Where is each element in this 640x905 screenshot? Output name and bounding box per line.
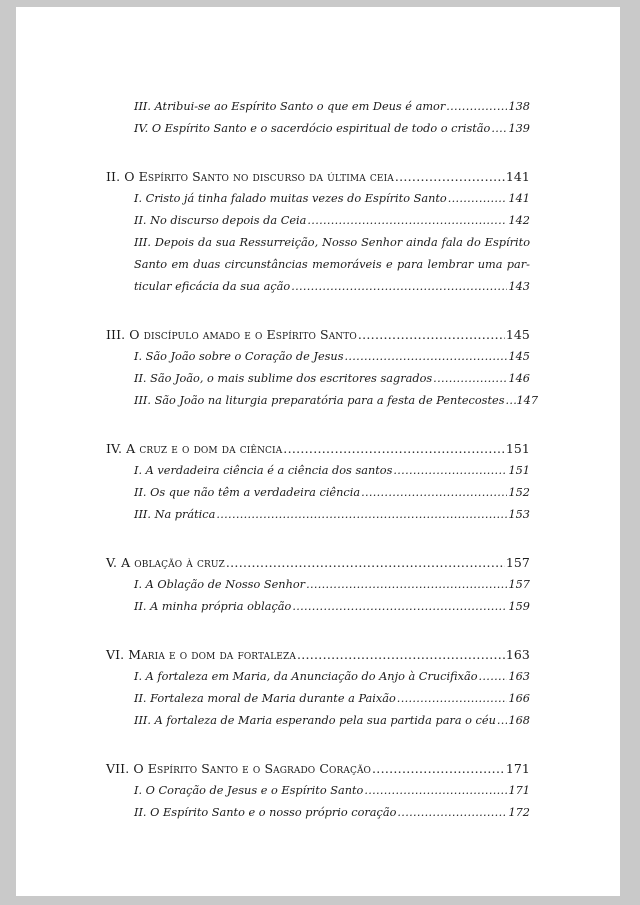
toc-item-label: II. Fortaleza moral de Maria durante a Paixão xyxy=(134,692,396,705)
toc-item-page: 166 xyxy=(508,692,530,705)
toc-item-page: 143 xyxy=(508,280,530,293)
toc-item-label: II. São João, o mais sublime dos escritores sagrados xyxy=(134,372,433,385)
toc-heading[interactable] xyxy=(106,324,530,346)
toc-item[interactable] xyxy=(106,780,530,802)
toc-heading-label: VI. Maria e o dom da fortaleza xyxy=(106,647,296,662)
toc-heading-page: 171 xyxy=(505,761,530,776)
toc-item-label: I. A Oblação de Nosso Senhor xyxy=(134,578,306,591)
dot-leader xyxy=(216,504,507,526)
dot-leader xyxy=(497,710,508,732)
toc-item[interactable] xyxy=(106,504,530,526)
dot-leader xyxy=(307,210,507,232)
toc-item-label: I. Cristo já tinha falado muitas vezes do Espírito Santo xyxy=(134,192,447,205)
toc-heading-label: IV. A cruz e o dom da ciência xyxy=(106,441,283,456)
toc-item-page: 142 xyxy=(508,214,530,227)
toc-section xyxy=(106,758,530,824)
toc-item[interactable] xyxy=(106,188,530,210)
book-page xyxy=(16,7,620,896)
toc-item[interactable] xyxy=(106,574,530,596)
toc-item-page: 157 xyxy=(508,578,530,591)
toc-continuation xyxy=(106,96,530,140)
toc-item-label: III. A fortaleza de Maria esperando pela sua partida para o céu xyxy=(134,714,496,727)
dot-leader xyxy=(491,118,507,140)
toc-item-label: II. A minha própria oblação xyxy=(134,600,292,613)
toc-heading-page: 145 xyxy=(505,327,530,342)
toc-item[interactable] xyxy=(106,666,530,688)
dot-leader xyxy=(297,644,505,666)
toc-item-page: 141 xyxy=(508,192,530,205)
toc-heading-page: 141 xyxy=(505,169,530,184)
toc-section xyxy=(106,324,539,412)
toc-item-label: III. Na prática xyxy=(134,508,216,521)
toc-item-page: 168 xyxy=(508,714,530,727)
toc-item[interactable] xyxy=(106,482,530,504)
toc-item-label: II. Os que não têm a verdadeira ciência xyxy=(134,486,361,499)
dot-leader xyxy=(345,346,508,368)
toc-item[interactable] xyxy=(106,390,539,412)
toc-item-page: 159 xyxy=(508,600,530,613)
toc-item-label: I. A fortaleza em Maria, da Anunciação do Anjo à Crucifixão xyxy=(134,670,478,683)
toc-heading[interactable] xyxy=(106,166,530,188)
dot-leader xyxy=(364,780,507,802)
toc-item-label: I. São João sobre o Coração de Jesus xyxy=(134,350,344,363)
toc-heading[interactable] xyxy=(106,438,530,460)
toc-item[interactable] xyxy=(106,368,530,390)
dot-leader xyxy=(283,438,505,460)
toc-heading-label: V. A oblação à cruz xyxy=(106,555,225,570)
toc-heading-label: VII. O Espírito Santo e o Sagrado Coração xyxy=(106,761,372,776)
toc-item-page: 147 xyxy=(516,394,539,407)
toc-item[interactable] xyxy=(106,210,530,232)
toc-item-page: 139 xyxy=(508,122,530,135)
toc-item[interactable] xyxy=(106,346,530,368)
toc-item-line: ticular eficácia da sua ação xyxy=(134,280,291,293)
toc-item-page: 172 xyxy=(508,806,530,819)
toc-item-label: II. No discurso depois da Ceia xyxy=(134,214,307,227)
dot-leader xyxy=(358,324,505,346)
dot-leader xyxy=(306,574,507,596)
toc-heading-page: 157 xyxy=(505,555,530,570)
toc-item-label: IV. O Espírito Santo e o sacerdócio espiritual de todo o cristão xyxy=(134,122,491,135)
toc-item-line: Santo em duas circunstâncias memoráveis e para lembrar uma par- xyxy=(134,258,530,271)
toc-heading-page: 163 xyxy=(505,647,530,662)
toc-item[interactable] xyxy=(106,710,530,732)
toc-section xyxy=(106,552,530,618)
toc-heading-label: II. O Espírito Santo no discurso da última ceia xyxy=(106,169,394,184)
dot-leader xyxy=(448,188,508,210)
toc-item-last-line xyxy=(134,276,530,298)
toc-item-page: 145 xyxy=(508,350,530,363)
toc-item[interactable] xyxy=(106,96,530,118)
toc-section xyxy=(106,166,530,298)
dot-leader xyxy=(506,390,516,412)
toc-item-label: I. O Coração de Jesus e o Espírito Santo xyxy=(134,784,364,797)
toc-heading-page: 151 xyxy=(505,441,530,456)
toc-item-page: 171 xyxy=(508,784,530,797)
dot-leader xyxy=(361,482,507,504)
toc-item[interactable] xyxy=(106,802,530,824)
dot-leader xyxy=(433,368,507,390)
dot-leader xyxy=(372,758,505,780)
dot-leader xyxy=(479,666,508,688)
toc-item[interactable] xyxy=(106,596,530,618)
toc-item-page: 146 xyxy=(508,372,530,385)
toc-item-multiline[interactable] xyxy=(106,232,530,298)
toc-item-label: III. São João na liturgia preparatória para a festa de Pentecostes xyxy=(134,394,505,407)
dot-leader xyxy=(397,688,508,710)
toc-section xyxy=(106,644,530,732)
dot-leader xyxy=(226,552,505,574)
toc-heading[interactable] xyxy=(106,644,530,666)
dot-leader xyxy=(446,96,507,118)
toc-item-label: II. O Espírito Santo e o nosso próprio coração xyxy=(134,806,397,819)
toc-item-label: III. Atribui-se ao Espírito Santo o que em Deus é amor xyxy=(134,100,446,113)
dot-leader xyxy=(292,596,507,618)
toc-item-label: I. A verdadeira ciência é a ciência dos santos xyxy=(134,464,393,477)
toc-item-line: III. Depois da sua Ressurreição, Nosso Senhor ainda fala do Espírito xyxy=(134,236,530,249)
dot-leader xyxy=(291,276,507,298)
toc-heading-label: III. O discípulo amado e o Espírito Santo xyxy=(106,327,357,342)
toc-section xyxy=(106,438,530,526)
toc-item-page: 152 xyxy=(508,486,530,499)
toc-item-page: 151 xyxy=(508,464,530,477)
toc-heading[interactable] xyxy=(106,552,530,574)
dot-leader xyxy=(395,166,505,188)
table-of-contents xyxy=(106,96,539,824)
toc-item-page: 138 xyxy=(508,100,530,113)
toc-heading[interactable] xyxy=(106,758,530,780)
toc-item-page: 163 xyxy=(508,670,530,683)
toc-item[interactable] xyxy=(106,118,530,140)
toc-item[interactable] xyxy=(106,688,530,710)
dot-leader xyxy=(393,460,507,482)
toc-item[interactable] xyxy=(106,460,530,482)
dot-leader xyxy=(397,802,507,824)
toc-item-page: 153 xyxy=(508,508,530,521)
